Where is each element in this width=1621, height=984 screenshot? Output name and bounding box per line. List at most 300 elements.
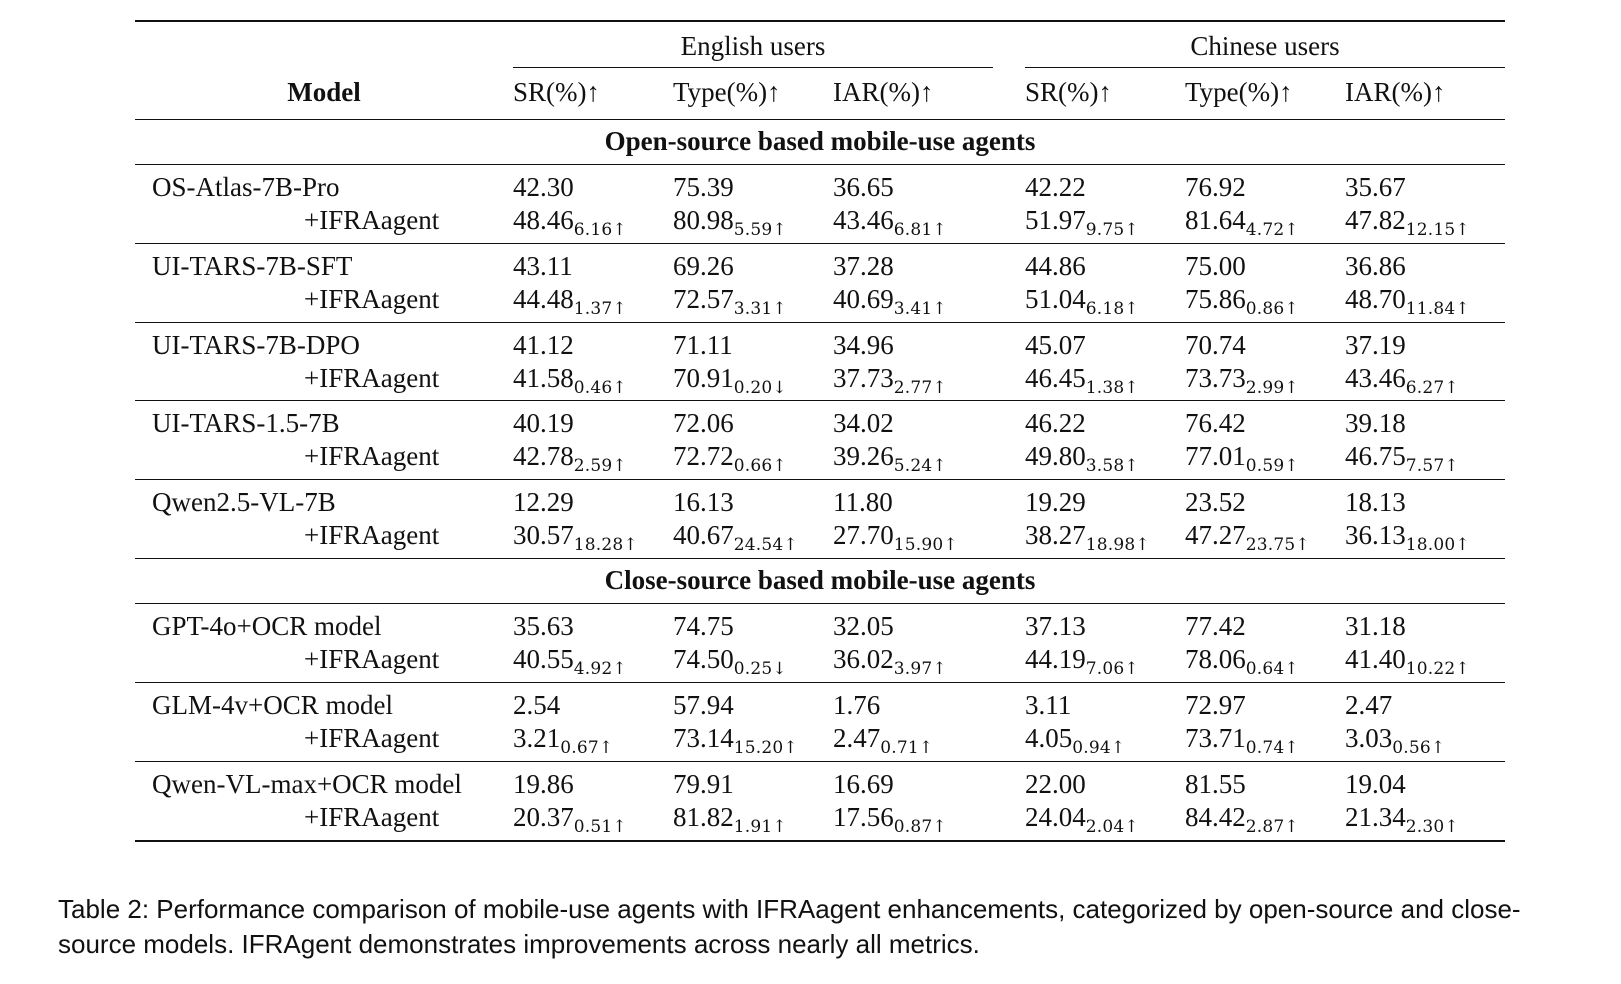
base-value: 76.42 (1185, 408, 1246, 439)
enhanced-value: 78.06 (1185, 644, 1246, 675)
delta-value: 0.51↑ (573, 816, 627, 837)
value-cell-type-zh (1185, 683, 1345, 762)
chinese-users-group-header (1025, 21, 1505, 72)
delta-value: 0.20↓ (733, 377, 787, 398)
table-caption: Table 2: Performance comparison of mobile-use agents with IFRAagent enhancements, categorized by open-source and close-source models. IFRAgent demonstrates improvements across nearly all metrics. (58, 894, 1521, 959)
enhanced-value: 75.86 (1185, 283, 1246, 314)
model-name-cell (135, 480, 513, 559)
model-name-cell (135, 401, 513, 480)
enhanced-value-line (1345, 643, 1505, 680)
enhanced-value: 81.82 (673, 801, 734, 832)
group-gap (993, 322, 1025, 401)
value-cell-iar-zh (1345, 401, 1505, 480)
enhanced-value: 73.73 (1185, 362, 1246, 393)
value-cell-iar-zh (1345, 604, 1505, 683)
group-gap (993, 683, 1025, 762)
value-cell-sr-zh (1025, 164, 1185, 243)
enhanced-value: 17.56 (833, 801, 894, 832)
enhanced-value-line (1185, 440, 1345, 477)
model-name-cell (135, 243, 513, 322)
enhanced-value-line (1025, 722, 1185, 758)
enhanced-value-line (513, 362, 673, 398)
value-cell-sr-en (513, 164, 673, 243)
base-value: 70.74 (1185, 329, 1246, 360)
delta-value: 15.90↑ (893, 535, 958, 556)
value-cell-sr-en (513, 480, 673, 559)
enhanced-value: 24.04 (1025, 801, 1086, 832)
base-value: 1.76 (833, 690, 881, 720)
enhanced-value: 47.27 (1185, 520, 1246, 551)
value-cell-type-zh (1185, 243, 1345, 322)
group-gap (993, 243, 1025, 322)
base-value: 12.29 (513, 487, 574, 518)
enhanced-value: 73.14 (673, 722, 734, 753)
delta-value: 6.18↑ (1085, 298, 1139, 319)
base-value: 69.26 (673, 250, 734, 281)
base-value: 37.19 (1345, 329, 1406, 360)
table-row (135, 322, 1505, 401)
model-base-name: UI-TARS-1.5-7B (152, 408, 340, 439)
enhanced-value: 77.01 (1185, 441, 1246, 472)
value-cell-type-en (673, 243, 833, 322)
base-value: 81.55 (1185, 768, 1246, 799)
enhanced-value: 74.50 (673, 644, 734, 675)
delta-value: 5.59↑ (733, 219, 787, 240)
enhanced-value-line (513, 204, 673, 240)
model-base-name: Qwen2.5-VL-7B (152, 487, 336, 518)
base-value: 36.86 (1345, 250, 1406, 281)
enhanced-value-line (513, 801, 673, 837)
enhanced-value-line (673, 801, 833, 837)
base-value: 72.06 (673, 408, 734, 439)
model-plus-name: +IFRAagent (304, 204, 440, 235)
value-cell-type-en (673, 761, 833, 840)
enhanced-value: 3.03 (1345, 722, 1393, 753)
value-cell-iar-zh (1345, 322, 1505, 401)
enhanced-value-line (673, 643, 833, 680)
value-cell-type-en (673, 322, 833, 401)
section-title: Close-source based mobile-use agents (135, 559, 1505, 604)
delta-value: 3.41↑ (893, 298, 947, 319)
base-value: 16.69 (833, 768, 894, 799)
base-value: 11.80 (833, 487, 893, 518)
delta-value: 0.87↑ (893, 816, 947, 837)
metric-header-iar-en: IAR(%)↑ (833, 76, 934, 107)
enhanced-value-line (1025, 643, 1185, 680)
model-base-name: UI-TARS-7B-DPO (152, 329, 360, 360)
model-base-name: UI-TARS-7B-SFT (152, 250, 353, 281)
enhanced-value-line (513, 643, 673, 680)
value-cell-type-en (673, 604, 833, 683)
enhanced-value: 46.45 (1025, 362, 1086, 393)
enhanced-value-line (513, 283, 673, 319)
model-column-header: Model (287, 76, 361, 107)
value-cell-sr-zh (1025, 322, 1185, 401)
base-value: 34.02 (833, 408, 894, 439)
value-cell-iar-zh (1345, 164, 1505, 243)
enhanced-value-line (673, 362, 833, 398)
group-gap (993, 72, 1025, 119)
group-gap (993, 604, 1025, 683)
enhanced-value: 81.64 (1185, 204, 1246, 235)
base-value: 22.00 (1025, 768, 1086, 799)
enhanced-value: 27.70 (833, 520, 894, 551)
section-header-row (135, 119, 1505, 164)
enhanced-value: 47.82 (1345, 204, 1406, 235)
delta-value: 4.72↑ (1245, 219, 1299, 240)
delta-value: 18.28↑ (573, 535, 638, 556)
enhanced-value-line (1185, 362, 1345, 398)
base-value: 77.42 (1185, 611, 1246, 642)
base-value: 19.86 (513, 768, 574, 799)
value-cell-type-zh (1185, 480, 1345, 559)
enhanced-value-line (833, 722, 993, 758)
table-row (135, 480, 1505, 559)
table-row (135, 761, 1505, 840)
enhanced-value-line (833, 283, 993, 319)
enhanced-value-line (1345, 283, 1505, 319)
base-value: 37.28 (833, 250, 894, 281)
delta-value: 0.64↑ (1245, 659, 1299, 680)
model-plus-name: +IFRAagent (304, 722, 440, 753)
enhanced-value-line (673, 519, 833, 556)
section-title: Open-source based mobile-use agents (135, 119, 1505, 164)
enhanced-value: 70.91 (673, 362, 734, 393)
enhanced-value: 2.47 (833, 722, 881, 753)
base-value: 79.91 (673, 768, 734, 799)
table-row (135, 604, 1505, 683)
base-value: 46.22 (1025, 408, 1086, 439)
value-cell-sr-zh (1025, 243, 1185, 322)
group-gap (993, 21, 1025, 72)
model-name-cell (135, 164, 513, 243)
enhanced-value: 36.02 (833, 644, 894, 675)
delta-value: 4.92↑ (573, 659, 627, 680)
base-value: 42.30 (513, 171, 574, 202)
delta-value: 0.74↑ (1245, 737, 1299, 758)
enhanced-value: 40.69 (833, 283, 894, 314)
enhanced-value-line (833, 204, 993, 240)
delta-value: 5.24↑ (893, 456, 947, 477)
enhanced-value-line (833, 801, 993, 837)
value-cell-sr-en (513, 243, 673, 322)
group-gap (993, 164, 1025, 243)
results-table (135, 20, 1505, 842)
delta-value: 6.16↑ (573, 219, 627, 240)
base-value: 43.11 (513, 250, 573, 281)
metric-header-sr-zh: SR(%)↑ (1025, 76, 1112, 107)
delta-value: 15.20↑ (733, 737, 798, 758)
delta-value: 0.71↑ (880, 737, 934, 758)
enhanced-value-line (673, 440, 833, 477)
delta-value: 0.56↑ (1392, 737, 1446, 758)
value-cell-sr-zh (1025, 401, 1185, 480)
delta-value: 2.99↑ (1245, 377, 1299, 398)
table-body (135, 119, 1505, 840)
group-gap (993, 761, 1025, 840)
enhanced-value: 40.67 (673, 520, 734, 551)
value-cell-type-en (673, 480, 833, 559)
enhanced-value: 40.55 (513, 644, 574, 675)
base-value: 3.11 (1025, 690, 1072, 720)
model-name-cell (135, 683, 513, 762)
value-cell-sr-en (513, 761, 673, 840)
delta-value: 2.04↑ (1085, 816, 1139, 837)
enhanced-value-line (1025, 801, 1185, 837)
english-users-label: English users (513, 30, 993, 68)
enhanced-value: 49.80 (1025, 441, 1086, 472)
enhanced-value-line (1025, 204, 1185, 240)
delta-value: 1.37↑ (573, 298, 627, 319)
enhanced-value: 44.19 (1025, 644, 1086, 675)
value-cell-sr-en (513, 604, 673, 683)
base-value: 41.12 (513, 329, 574, 360)
delta-value: 11.84↑ (1405, 298, 1470, 319)
enhanced-value: 43.46 (833, 204, 894, 235)
value-cell-iar-zh (1345, 480, 1505, 559)
enhanced-value: 84.42 (1185, 801, 1246, 832)
metric-header-iar-zh: IAR(%)↑ (1345, 76, 1446, 107)
enhanced-value-line (1025, 283, 1185, 319)
english-users-group-header (513, 21, 993, 72)
delta-value: 1.38↑ (1085, 377, 1139, 398)
enhanced-value-line (1345, 519, 1505, 556)
enhanced-value: 20.37 (513, 801, 574, 832)
value-cell-type-en (673, 683, 833, 762)
base-value: 2.47 (1345, 690, 1393, 720)
value-cell-iar-en (833, 683, 993, 762)
delta-value: 3.31↑ (733, 298, 787, 319)
base-value: 37.13 (1025, 611, 1086, 642)
model-base-name: OS-Atlas-7B-Pro (152, 171, 340, 202)
enhanced-value-line (1345, 440, 1505, 477)
group-gap (993, 401, 1025, 480)
value-cell-sr-zh (1025, 604, 1185, 683)
enhanced-value: 72.72 (673, 441, 734, 472)
enhanced-value-line (1185, 204, 1345, 240)
metric-header-type-en: Type(%)↑ (673, 76, 781, 107)
model-plus-name: +IFRAagent (304, 441, 440, 472)
enhanced-value-line (513, 722, 673, 758)
base-value: 35.67 (1345, 171, 1406, 202)
enhanced-value-line (1025, 440, 1185, 477)
group-gap (993, 480, 1025, 559)
enhanced-value-line (1025, 362, 1185, 398)
base-value: 39.18 (1345, 408, 1406, 439)
enhanced-value: 43.46 (1345, 362, 1406, 393)
base-value: 34.96 (833, 329, 894, 360)
base-value: 44.86 (1025, 250, 1086, 281)
enhanced-value-line (1185, 722, 1345, 758)
model-plus-name: +IFRAagent (304, 520, 440, 551)
base-value: 19.04 (1345, 768, 1406, 799)
delta-value: 23.75↑ (1245, 535, 1310, 556)
delta-value: 6.27↑ (1405, 377, 1459, 398)
base-value: 74.75 (673, 611, 734, 642)
delta-value: 0.25↓ (733, 659, 787, 680)
base-value: 45.07 (1025, 329, 1086, 360)
base-value: 19.29 (1025, 487, 1086, 518)
base-value: 2.54 (513, 690, 561, 720)
table-row (135, 683, 1505, 762)
base-value: 18.13 (1345, 487, 1406, 518)
value-cell-sr-zh (1025, 480, 1185, 559)
value-cell-type-zh (1185, 604, 1345, 683)
value-cell-type-zh (1185, 164, 1345, 243)
enhanced-value: 80.98 (673, 204, 734, 235)
base-value: 57.94 (673, 690, 734, 720)
delta-value: 6.81↑ (893, 219, 947, 240)
value-cell-iar-en (833, 480, 993, 559)
enhanced-value: 38.27 (1025, 520, 1086, 551)
value-cell-iar-en (833, 322, 993, 401)
base-value: 72.97 (1185, 690, 1246, 720)
enhanced-value-line (513, 440, 673, 477)
enhanced-value-line (1185, 643, 1345, 680)
delta-value: 0.59↑ (1245, 456, 1299, 477)
enhanced-value: 39.26 (833, 441, 894, 472)
enhanced-value-line (673, 283, 833, 319)
value-cell-sr-zh (1025, 683, 1185, 762)
value-cell-sr-en (513, 322, 673, 401)
enhanced-value: 48.70 (1345, 283, 1406, 314)
delta-value: 18.98↑ (1085, 535, 1150, 556)
section-header-row (135, 559, 1505, 604)
delta-value: 9.75↑ (1085, 219, 1139, 240)
value-cell-iar-en (833, 761, 993, 840)
enhanced-value: 41.58 (513, 362, 574, 393)
enhanced-value: 73.71 (1185, 722, 1246, 753)
enhanced-value: 44.48 (513, 283, 574, 314)
enhanced-value: 3.21 (513, 722, 561, 753)
delta-value: 2.30↑ (1405, 816, 1459, 837)
table-row (135, 164, 1505, 243)
delta-value: 2.59↑ (573, 456, 627, 477)
delta-value: 2.87↑ (1245, 816, 1299, 837)
value-cell-type-en (673, 164, 833, 243)
value-cell-iar-en (833, 401, 993, 480)
model-plus-name: +IFRAagent (304, 283, 440, 314)
value-cell-type-zh (1185, 322, 1345, 401)
model-base-name: GLM-4v+OCR model (152, 690, 393, 720)
enhanced-value-line (1185, 519, 1345, 556)
enhanced-value-line (673, 204, 833, 240)
value-cell-type-zh (1185, 401, 1345, 480)
base-value: 75.00 (1185, 250, 1246, 281)
base-value: 16.13 (673, 487, 734, 518)
value-cell-iar-en (833, 164, 993, 243)
enhanced-value-line (1185, 801, 1345, 837)
enhanced-value-line (1345, 362, 1505, 398)
delta-value: 10.22↑ (1405, 659, 1470, 680)
base-value: 42.22 (1025, 171, 1086, 202)
base-value: 40.19 (513, 408, 574, 439)
enhanced-value: 51.97 (1025, 204, 1086, 235)
enhanced-value-line (1345, 204, 1505, 240)
base-value: 23.52 (1185, 487, 1246, 518)
delta-value: 7.06↑ (1085, 659, 1139, 680)
enhanced-value: 36.13 (1345, 520, 1406, 551)
enhanced-value-line (513, 519, 673, 556)
delta-value: 7.57↑ (1405, 456, 1459, 477)
enhanced-value: 30.57 (513, 520, 574, 551)
base-value: 75.39 (673, 171, 734, 202)
enhanced-value-line (833, 643, 993, 680)
value-cell-sr-en (513, 401, 673, 480)
enhanced-value-line (1025, 519, 1185, 556)
enhanced-value-line (1345, 801, 1505, 837)
metric-header-sr-en: SR(%)↑ (513, 76, 600, 107)
value-cell-sr-en (513, 683, 673, 762)
enhanced-value: 72.57 (673, 283, 734, 314)
delta-value: 18.00↑ (1405, 535, 1470, 556)
model-base-name: Qwen-VL-max+OCR model (152, 768, 462, 799)
model-base-name: GPT-4o+OCR model (152, 611, 382, 642)
delta-value: 0.66↑ (733, 456, 787, 477)
model-plus-name: +IFRAagent (304, 644, 440, 675)
enhanced-value-line (833, 362, 993, 398)
enhanced-value: 42.78 (513, 441, 574, 472)
table-row (135, 243, 1505, 322)
enhanced-value-line (673, 722, 833, 758)
enhanced-value: 41.40 (1345, 644, 1406, 675)
model-plus-name: +IFRAagent (304, 362, 440, 393)
value-cell-iar-en (833, 604, 993, 683)
enhanced-value-line (833, 440, 993, 477)
delta-value: 0.86↑ (1245, 298, 1299, 319)
base-value: 36.65 (833, 171, 894, 202)
enhanced-value: 4.05 (1025, 722, 1073, 753)
value-cell-iar-en (833, 243, 993, 322)
enhanced-value: 48.46 (513, 204, 574, 235)
table-row (135, 401, 1505, 480)
enhanced-value: 51.04 (1025, 283, 1086, 314)
delta-value: 0.67↑ (560, 737, 614, 758)
table-header (135, 21, 1505, 119)
delta-value: 0.46↑ (573, 377, 627, 398)
enhanced-value: 46.75 (1345, 441, 1406, 472)
delta-value: 0.94↑ (1072, 737, 1126, 758)
value-cell-type-zh (1185, 761, 1345, 840)
enhanced-value-line (833, 519, 993, 556)
model-name-cell (135, 322, 513, 401)
model-name-cell (135, 761, 513, 840)
metric-header-type-zh: Type(%)↑ (1185, 76, 1293, 107)
base-value: 32.05 (833, 611, 894, 642)
chinese-users-label: Chinese users (1025, 30, 1505, 68)
enhanced-value: 21.34 (1345, 801, 1406, 832)
base-value: 35.63 (513, 611, 574, 642)
base-value: 76.92 (1185, 171, 1246, 202)
model-name-cell (135, 604, 513, 683)
base-value: 71.11 (673, 329, 733, 360)
enhanced-value-line (1345, 722, 1505, 758)
delta-value: 1.91↑ (733, 816, 787, 837)
delta-value: 24.54↑ (733, 535, 798, 556)
value-cell-iar-zh (1345, 243, 1505, 322)
value-cell-sr-zh (1025, 761, 1185, 840)
value-cell-iar-zh (1345, 683, 1505, 762)
value-cell-iar-zh (1345, 761, 1505, 840)
delta-value: 12.15↑ (1405, 219, 1470, 240)
value-cell-type-en (673, 401, 833, 480)
enhanced-value-line (1185, 283, 1345, 319)
delta-value: 2.77↑ (893, 377, 947, 398)
delta-value: 3.58↑ (1085, 456, 1139, 477)
model-plus-name: +IFRAagent (304, 801, 440, 832)
delta-value: 3.97↑ (893, 659, 947, 680)
base-value: 31.18 (1345, 611, 1406, 642)
